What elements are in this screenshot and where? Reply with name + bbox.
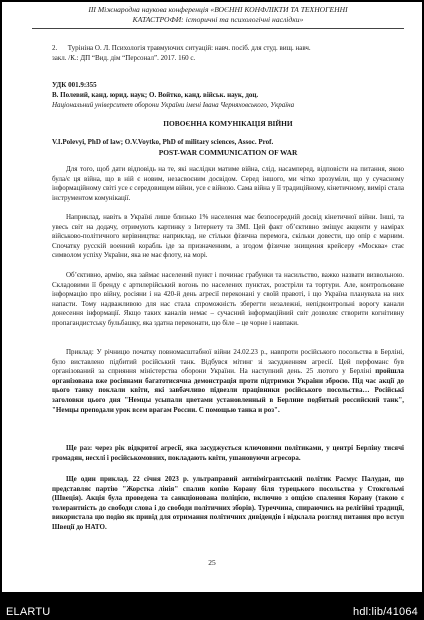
footer-handle-id: hdl:lib/41064 [353, 606, 418, 618]
author-affiliation: Національний університет оборони України імені Івана Черняховського, Україна [52, 101, 295, 109]
paragraph-1: Для того, щоб дати відповідь на те, які наслідки матиме війна, слід, насамперед, відповісти на питання, якою була/є ця війна, що в ній є новим, незасвоєним досвідом. Серед іншого, ми чітко зрозуміли, що у сучасному інформаційному світі усе є середовищем війни, усе є війною. Сама війна у її традиційному, кінетичному, вимірі стала інструментом комунікації. [52, 165, 404, 202]
reference-line-1: 2. Турініна О. Л. Психологія травмуючих ситуацій: навч. посіб. для студ. вищ. навч. [52, 44, 311, 52]
reference-item [52, 44, 404, 63]
paragraph-3: Об’єктивно, армію, яка займає населений пункт і починає грабунки та насильство, важко назвати визвольною. Складовими її бренду є артилерійський вогонь по населених пунктах, розстріли та тортури. Але, контрольоване інформацію про війну, росіяни і на 420-й день агресії переконані у своїй правоті, і що Україна планувала на них напасти. Тому надважливою для нас стала спроможність зберегти незалежні, непідконтрольні ворогу канали донесення інформації. Якщо таких каналів немає – сучасний інформаційний світ дозволяє створити когнітивну пропагандистську бульбашку, яка здатна переконати, що біле – це чорне і навпаки. [52, 271, 404, 327]
reference-line-2: закл. /К.: ДП “Вид. дім “Персонал”. 2017. 160 с. [52, 53, 196, 62]
paragraph-4-bold: пройшла організована вже росіянами багатотисячна демонстрація проти підтримки України зброєю. Під час акції до цього танку поклали квіти, які завбачливо підвезли працівники російського посольства… Російські заголовки цього дня "Немцы усыпали цветами установленный в Берлине подбитый российский танк", "Немцы преподали урок всем врагам России. С помощью танка и роз". [52, 367, 404, 414]
authors-ukrainian: В. Полевий, канд. юрид. наук; О. Войтко, канд. військ. наук, доц. [52, 91, 259, 99]
page-number: 25 [208, 558, 216, 567]
udc-code: УДК 001.9:355 [52, 81, 97, 89]
paragraph-6: Ще один приклад. 22 січня 2023 р. ультраправий антиімігрантський політик Расмус Палудан, що представляє партію "Жорстка лінія" спалив копію Корану біля турецького посольства у Стокгольмі (Швеція). Акція була проведена та санкціонована поліцією, включно з опцією спалення Корану (такою є толерантність до свободи слова і до свободи політичних зборів). Туреччина, спираючись на релігійні традиції, використала цю подію як привід для отримання політичних дивідендів і відклала розгляд питання про вступ Швеції до НАТО. [52, 475, 404, 531]
paragraph-2: Наприклад, навіть в Україні лише близько 1% населення має безпосередній досвід кінетичної війни. Інші, та увесь світ на додачу, отримують картинку з Інтернету та ЗМІ. Цей факт об’єктивно зміщує акценти у намірах військово-політичного керівництва: наприклад, не стільки фізична перемога, скільки довести, що опір є марним. Спочатку русскій военний корабль іде за призначенням, а згодом фізичне знищення крейсеру «Москва» стає символом успіху України, яка не має флоту, на морі. [52, 213, 404, 260]
paragraph-5: Ще раз: через рік відкритої агресії, яка засуджується ключовими політиками, у центрі Берліну тисячі громадян, несхлі і російськомовних, покладають квіти, ушановуючи агресора. [52, 444, 404, 462]
article-title-english: POST-WAR COMMUNICATION OF WAR [158, 148, 298, 157]
article-title-ukrainian: ПОВОЄННА КОМУНІКАЦІЯ ВІЙНИ [163, 119, 293, 128]
conference-header [32, 5, 404, 25]
authors-english: V.I.Polevyi, PhD of law; O.V.Voytko, PhD of military sciences, Assoc. Prof. [52, 138, 274, 146]
document-page [2, 2, 422, 592]
footer-repository-label: ELARTU [6, 606, 51, 618]
paragraph-4 [52, 348, 404, 415]
header-line-2: КАТАСТРОФИ: історичні та психологічні наслідки» [132, 15, 304, 24]
header-divider [32, 28, 404, 29]
paragraph-4-plain: Приклад: У річницю початку повномасштабної війни 24.02.23 р., навпроти російського посольства в Берліні, було виставлено підбитий російський танк. Відбувся мітинг зі засудженням агресії. Цей перфоманс був організований за сприяння міністерства оборони України. На наступний день. 25 лютого у Берліні [52, 348, 404, 376]
header-line-1: ІІІ Міжнародна наукова конференція «ВОЄННІ КОНФЛІКТИ ТА ТЕХНОГЕННІ [88, 5, 348, 14]
